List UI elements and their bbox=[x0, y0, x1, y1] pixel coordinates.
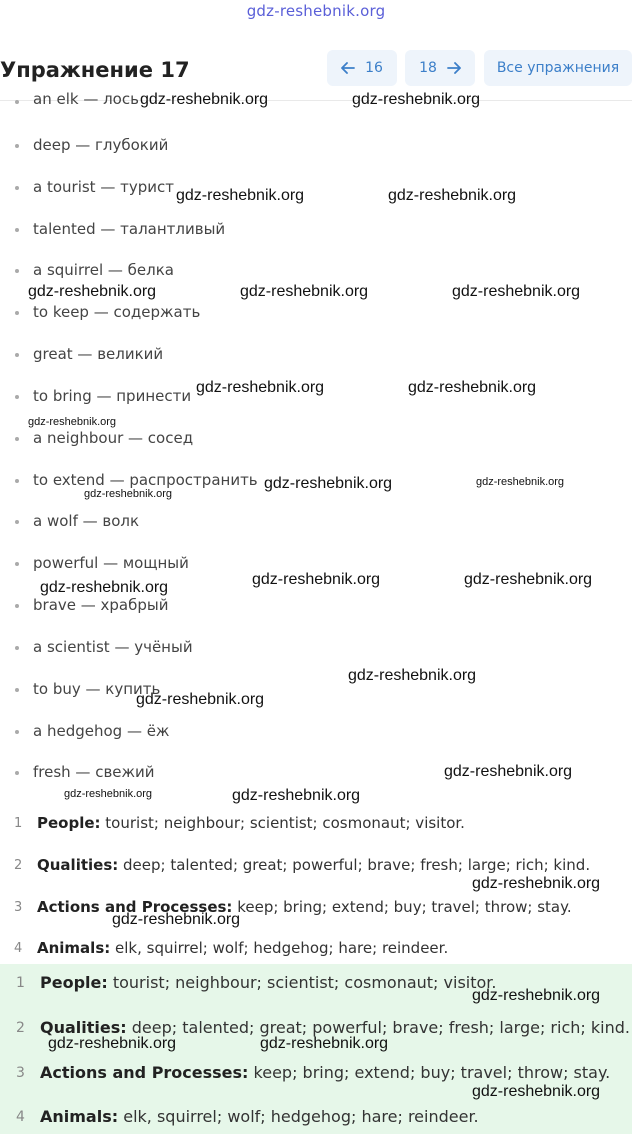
word-pair: to buy — купить bbox=[33, 680, 161, 698]
row-number: 2 bbox=[16, 1020, 25, 1036]
bullet bbox=[15, 771, 19, 775]
bullet bbox=[15, 520, 19, 524]
list-item bbox=[0, 134, 632, 158]
word-pair: powerful — мощный bbox=[33, 554, 189, 572]
row-number: 4 bbox=[16, 1109, 25, 1125]
category-row bbox=[0, 936, 632, 962]
list-item bbox=[0, 259, 632, 283]
bullet bbox=[15, 437, 19, 441]
category-label: Actions and Processes: bbox=[37, 898, 233, 916]
watermark: gdz-reshebnik.org bbox=[472, 875, 601, 892]
answer-label: People: bbox=[40, 973, 108, 992]
page-title: Упражнение 17 bbox=[0, 58, 190, 82]
top-watermark: gdz-reshebnik.org bbox=[246, 2, 386, 20]
watermark: gdz-reshebnik.org bbox=[196, 379, 325, 396]
bullet bbox=[15, 562, 19, 566]
answer-row bbox=[0, 1103, 632, 1133]
category-label: People: bbox=[37, 814, 101, 832]
category-words: keep; bring; extend; buy; travel; throw; stay. bbox=[232, 898, 572, 916]
bullet bbox=[15, 395, 19, 399]
bullet bbox=[15, 479, 19, 483]
answer-words: keep; bring; extend; buy; travel; throw; stay. bbox=[248, 1063, 611, 1082]
list-item bbox=[0, 218, 632, 242]
word-pair: a wolf — волк bbox=[33, 512, 140, 530]
bullet bbox=[15, 186, 19, 190]
row-number: 3 bbox=[14, 900, 23, 915]
list-item bbox=[0, 427, 632, 451]
bullet bbox=[15, 311, 19, 315]
list-item bbox=[0, 301, 632, 325]
bullet bbox=[15, 100, 19, 104]
word-pair: deep — глубокий bbox=[33, 136, 169, 154]
category-row bbox=[0, 811, 632, 837]
list-item bbox=[0, 594, 632, 618]
watermark: gdz-reshebnik.org bbox=[40, 579, 169, 596]
category-text bbox=[37, 856, 590, 874]
watermark: gdz-reshebnik.org bbox=[28, 283, 157, 300]
watermark: gdz-reshebnik.org bbox=[240, 283, 369, 300]
word-pair: an elk — лось bbox=[33, 92, 139, 106]
row-number: 4 bbox=[14, 941, 23, 956]
bullet bbox=[15, 604, 19, 608]
category-words: elk, squirrel; wolf; hedgehog; hare; reindeer. bbox=[110, 939, 449, 957]
category-label: Animals: bbox=[37, 939, 111, 957]
answer-label: Qualities: bbox=[40, 1018, 127, 1037]
word-pair: a tourist — турист bbox=[33, 178, 174, 196]
watermark: gdz-reshebnik.org bbox=[452, 283, 581, 300]
list-item bbox=[0, 720, 632, 744]
word-pair: a scientist — учёный bbox=[33, 638, 193, 656]
list-item bbox=[0, 92, 632, 106]
list-item bbox=[0, 636, 632, 660]
row-number: 2 bbox=[14, 858, 23, 873]
category-text bbox=[37, 814, 465, 832]
prev-exercise-button[interactable] bbox=[327, 50, 397, 86]
watermark: gdz-reshebnik.org bbox=[232, 787, 361, 804]
word-pair: talented — талантливый bbox=[33, 220, 226, 238]
all-exercises-button[interactable]: Все упражнения bbox=[484, 50, 632, 86]
word-pair: a squirrel — белка bbox=[33, 261, 174, 279]
word-pair: fresh — свежий bbox=[33, 763, 155, 781]
watermark: gdz-reshebnik.org bbox=[48, 1035, 177, 1052]
bullet bbox=[15, 730, 19, 734]
watermark: gdz-reshebnik.org bbox=[176, 187, 305, 204]
watermark: gdz-reshebnik.org bbox=[260, 1035, 389, 1052]
word-pair: great — великий bbox=[33, 345, 164, 363]
arrow-left-icon bbox=[341, 62, 355, 74]
word-pair: to bring — принести bbox=[33, 387, 192, 405]
category-row bbox=[0, 895, 632, 921]
row-number: 1 bbox=[16, 975, 25, 991]
next-exercise-label: 18 bbox=[419, 60, 437, 76]
bullet bbox=[15, 144, 19, 148]
watermark: gdz-reshebnik.org bbox=[136, 691, 265, 708]
word-pair: a hedgehog — ёж bbox=[33, 722, 170, 740]
list-item bbox=[0, 176, 632, 200]
bullet bbox=[15, 646, 19, 650]
word-pair: to keep — содержать bbox=[33, 303, 201, 321]
answer-label: Animals: bbox=[40, 1107, 119, 1126]
answer-text bbox=[40, 1107, 479, 1126]
word-pair: brave — храбрый bbox=[33, 596, 169, 614]
list-item bbox=[0, 343, 632, 367]
prev-exercise-label: 16 bbox=[365, 60, 383, 76]
watermark: gdz-reshebnik.org bbox=[388, 187, 517, 204]
answer-words: deep; talented; great; powerful; brave; fresh; large; rich; kind. bbox=[126, 1018, 630, 1037]
watermark: gdz-reshebnik.org bbox=[140, 91, 269, 108]
category-text bbox=[37, 939, 448, 957]
watermark: gdz-reshebnik.org bbox=[352, 91, 481, 108]
category-label: Qualities: bbox=[37, 856, 119, 874]
answer-words: tourist; neighbour; scientist; cosmonaut; visitor. bbox=[107, 973, 497, 992]
watermark: gdz-reshebnik.org bbox=[264, 475, 393, 492]
list-item bbox=[0, 510, 632, 534]
answer-text bbox=[40, 1063, 610, 1082]
word-pair: to extend — распространить bbox=[33, 471, 258, 489]
answer-text bbox=[40, 973, 496, 992]
bullet bbox=[15, 269, 19, 273]
watermark: gdz-reshebnik.org bbox=[476, 476, 565, 488]
watermark: gdz-reshebnik.org bbox=[252, 571, 381, 588]
bullet bbox=[15, 228, 19, 232]
bullet bbox=[15, 353, 19, 357]
answer-words: elk, squirrel; wolf; hedgehog; hare; reindeer. bbox=[118, 1107, 479, 1126]
category-words: deep; talented; great; powerful; brave; fresh; large; rich; kind. bbox=[118, 856, 591, 874]
list-item bbox=[0, 678, 632, 702]
bullet bbox=[15, 688, 19, 692]
watermark: gdz-reshebnik.org bbox=[408, 379, 537, 396]
watermark: gdz-reshebnik.org bbox=[112, 911, 241, 928]
watermark: gdz-reshebnik.org bbox=[348, 667, 477, 684]
word-pair: a neighbour — сосед bbox=[33, 429, 194, 447]
category-words: tourist; neighbour; scientist; cosmonaut; visitor. bbox=[100, 814, 465, 832]
row-number: 3 bbox=[16, 1065, 25, 1081]
watermark: gdz-reshebnik.org bbox=[28, 416, 117, 428]
watermark: gdz-reshebnik.org bbox=[472, 987, 601, 1004]
watermark: gdz-reshebnik.org bbox=[464, 571, 593, 588]
watermark: gdz-reshebnik.org bbox=[472, 1083, 601, 1100]
row-number: 1 bbox=[14, 816, 23, 831]
watermark: gdz-reshebnik.org bbox=[444, 763, 573, 780]
arrow-right-icon bbox=[447, 62, 461, 74]
answer-label: Actions and Processes: bbox=[40, 1063, 249, 1082]
watermark: gdz-reshebnik.org bbox=[84, 488, 173, 500]
next-exercise-button[interactable] bbox=[405, 50, 475, 86]
watermark: gdz-reshebnik.org bbox=[64, 788, 153, 800]
